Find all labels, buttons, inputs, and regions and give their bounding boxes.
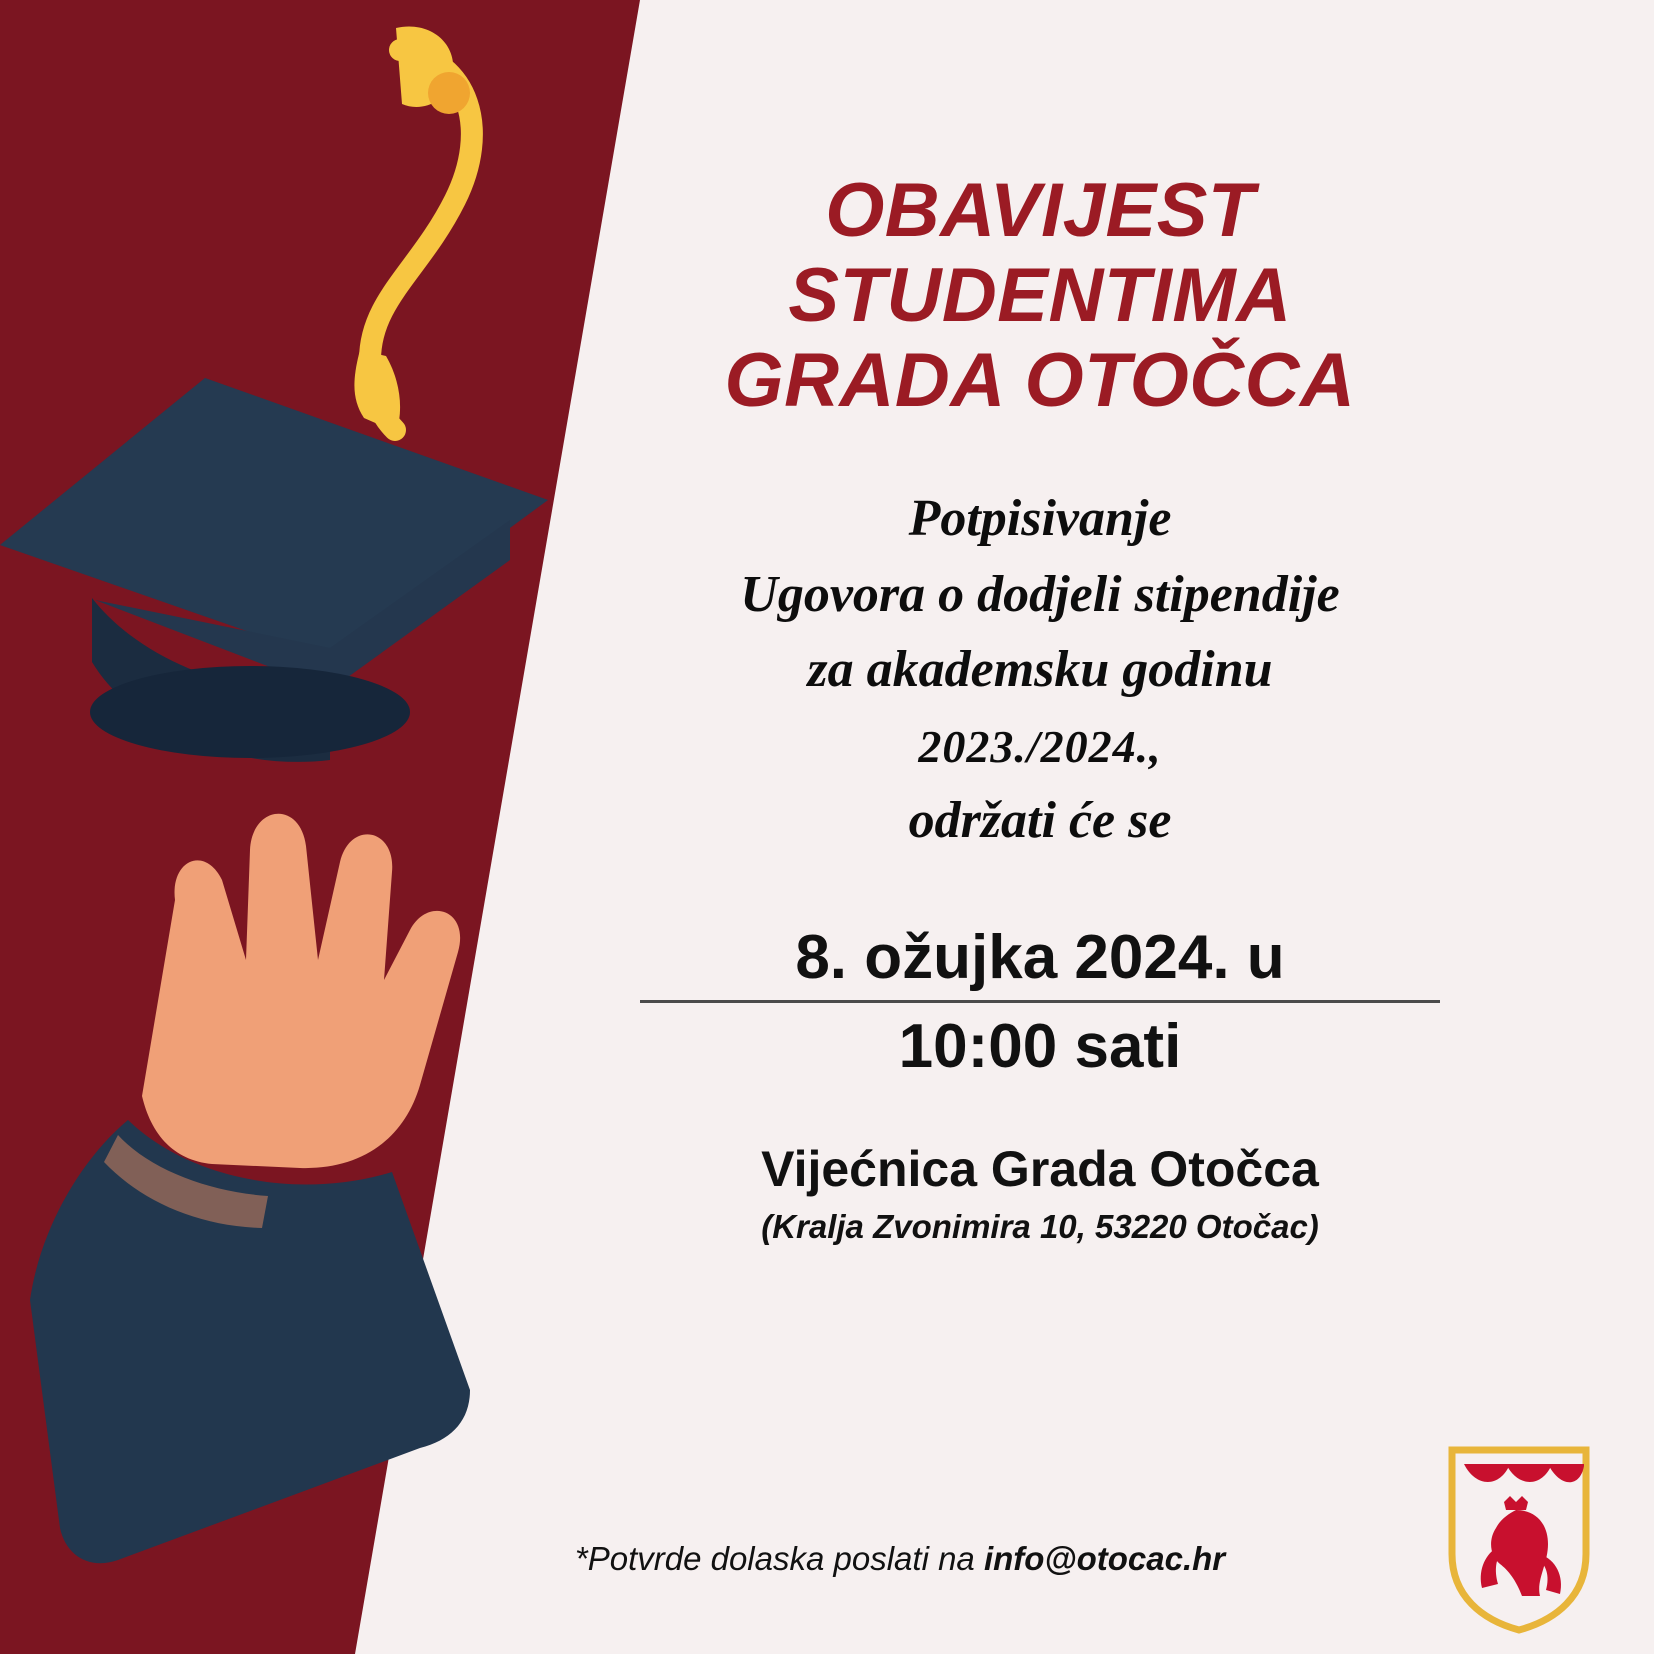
contact-email: info@otocac.hr — [983, 1540, 1226, 1577]
footnote-text: *Potvrde dolaska poslati na — [574, 1540, 984, 1577]
footnote — [400, 1540, 1400, 1578]
datetime-block — [590, 858, 1490, 1082]
poster-text-block — [590, 0, 1490, 1654]
page-title — [590, 0, 1490, 423]
divider — [640, 1000, 1440, 1003]
venue-name: Vijećnica Grada Otočca — [761, 1140, 1319, 1197]
subtitle-line-2: Ugovora o dodjeli stipendije — [740, 565, 1340, 623]
subtitle-academic-year: 2023./2024., — [918, 720, 1162, 772]
title-line-3: GRADA OTOČCA — [724, 338, 1356, 424]
event-date: 8. ožujka 2024. u — [795, 923, 1285, 993]
subtitle-block — [590, 423, 1490, 858]
subtitle-tail: održati će se — [908, 791, 1172, 849]
subtitle-line-1: Potpisivanje — [908, 490, 1172, 548]
title-line-2: STUDENTIMA — [788, 253, 1292, 339]
subtitle-line-3: za akademsku godinu — [807, 641, 1273, 699]
city-coat-of-arms-icon — [1444, 1444, 1594, 1634]
event-time: 10:00 sati — [898, 1011, 1182, 1081]
venue-address: (Kralja Zvonimira 10, 53220 Otočac) — [761, 1207, 1319, 1245]
title-line-1: OBAVIJEST — [825, 168, 1255, 253]
